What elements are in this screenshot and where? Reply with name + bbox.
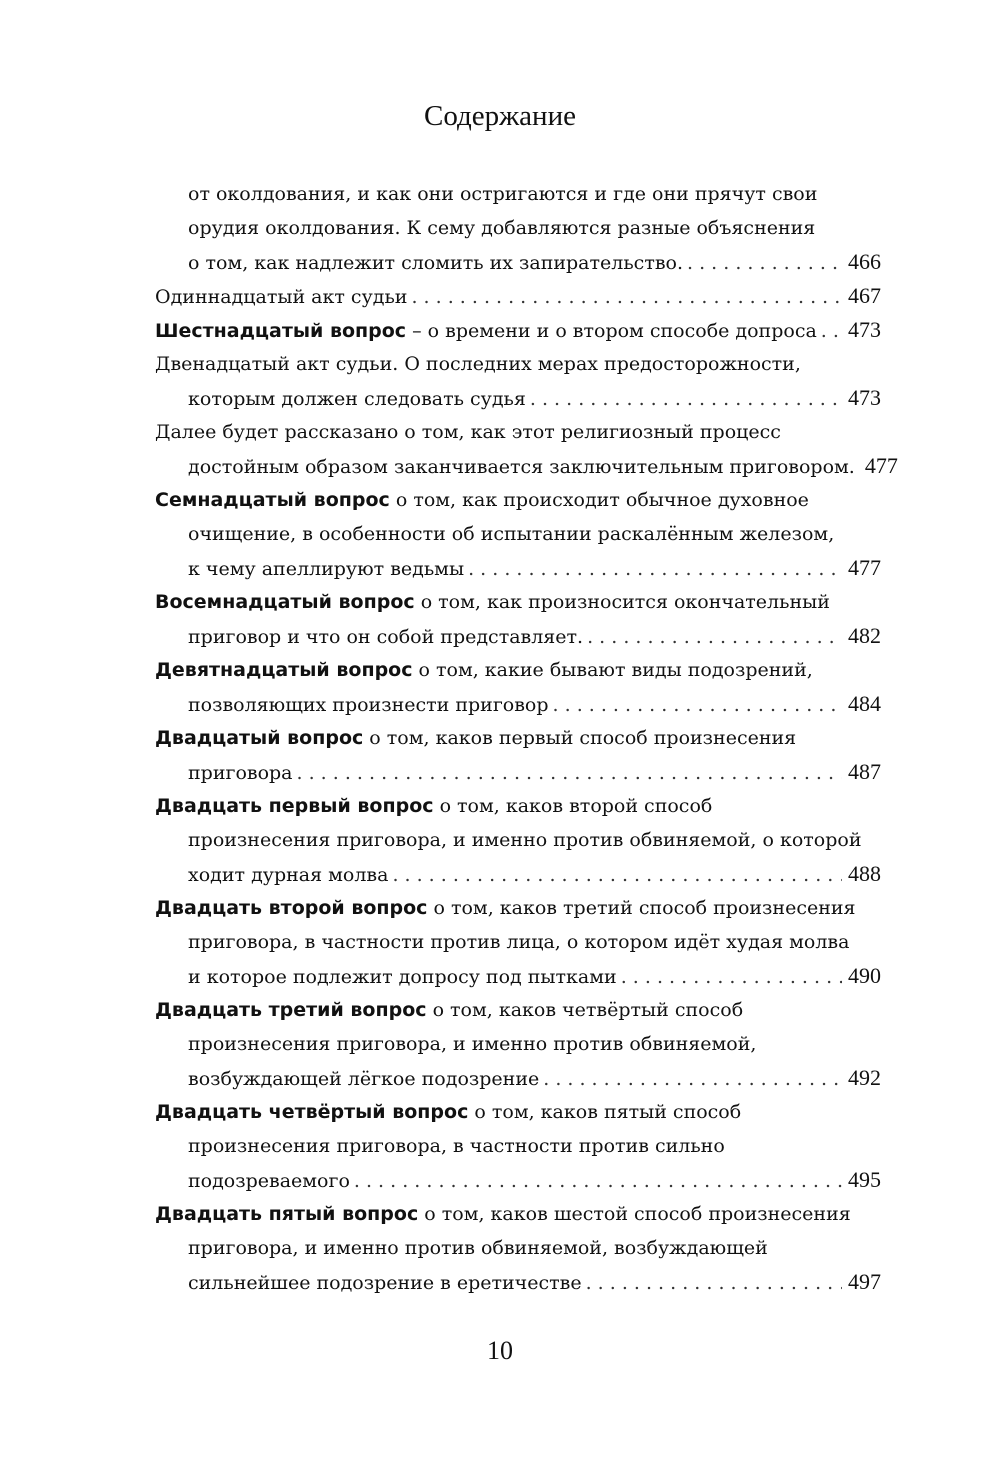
toc-text: от околдования, и как они остригаются и где они прячут свои bbox=[188, 183, 818, 205]
dot-leader bbox=[411, 280, 842, 314]
toc-text: приговора bbox=[188, 762, 293, 784]
question-title: Шестнадцатый вопрос bbox=[155, 320, 407, 342]
dot-leader bbox=[530, 382, 842, 416]
page-title: Содержание bbox=[424, 100, 576, 132]
toc-text: возбуждающей лёгкое подозрение bbox=[188, 1068, 540, 1090]
toc-line bbox=[155, 1129, 881, 1163]
dot-leader bbox=[553, 688, 842, 722]
toc-line bbox=[155, 551, 881, 585]
page-ref: 484 bbox=[848, 691, 881, 716]
toc-text: о том, как происходит обычное духовное bbox=[389, 489, 809, 511]
toc-text: о том, как надлежит сломить их запирательство. bbox=[188, 252, 684, 274]
toc-text: приговор и что он собой представляет. bbox=[188, 626, 584, 648]
toc-line bbox=[155, 993, 881, 1027]
toc-line bbox=[155, 1265, 881, 1299]
toc-line bbox=[155, 823, 881, 857]
toc-line bbox=[155, 755, 881, 789]
toc-text: сильнейшее подозрение в еретичестве bbox=[188, 1272, 582, 1294]
question-title: Двадцать третий вопрос bbox=[155, 999, 427, 1021]
toc-text: которым должен следовать судья bbox=[188, 388, 526, 410]
toc-text: о том, как произносится окончательный bbox=[414, 591, 830, 613]
toc-text: достойным образом заканчивается заключительным приговором. bbox=[188, 456, 855, 478]
toc-text: очищение, в особенности об испытании раскалённым железом, bbox=[188, 523, 835, 545]
question-title: Девятнадцатый вопрос bbox=[155, 659, 413, 681]
toc-line bbox=[155, 1197, 881, 1231]
toc-line bbox=[155, 891, 881, 925]
toc-line bbox=[155, 959, 881, 993]
page-ref: 490 bbox=[848, 963, 881, 988]
toc-line bbox=[155, 245, 881, 279]
dot-leader bbox=[354, 1164, 842, 1198]
toc-line bbox=[155, 1095, 881, 1129]
page-ref: 495 bbox=[848, 1167, 881, 1192]
page-ref: 477 bbox=[864, 453, 898, 478]
toc-line bbox=[155, 381, 881, 415]
dot-leader bbox=[821, 314, 842, 348]
toc-line bbox=[155, 517, 881, 551]
question-title: Двадцать четвёртый вопрос bbox=[155, 1101, 469, 1123]
toc-line bbox=[155, 1061, 881, 1095]
toc-line bbox=[155, 449, 898, 483]
page-ref: 467 bbox=[848, 283, 881, 308]
toc-line bbox=[155, 789, 881, 823]
dot-leader bbox=[468, 552, 842, 586]
toc-text: о том, какие бывают виды подозрений, bbox=[412, 659, 813, 681]
toc-text: Одиннадцатый акт судьи bbox=[155, 286, 408, 308]
toc-line bbox=[155, 483, 881, 517]
question-title: Семнадцатый вопрос bbox=[155, 489, 390, 511]
toc-line bbox=[155, 687, 881, 721]
toc-line bbox=[155, 1163, 881, 1197]
toc-line bbox=[155, 925, 881, 959]
toc-text: – о времени и о втором способе допроса bbox=[406, 320, 817, 342]
dot-leader bbox=[587, 620, 842, 654]
toc-line bbox=[155, 857, 881, 891]
toc-text: о том, каков первый способ произнесения bbox=[363, 727, 797, 749]
toc-text: подозреваемого bbox=[188, 1170, 350, 1192]
page-ref: 482 bbox=[848, 623, 881, 648]
toc-text: и которое подлежит допросу под пытками bbox=[188, 966, 617, 988]
toc-text: произнесения приговора, и именно против обвиняемой, о которой bbox=[188, 829, 862, 851]
toc-text: о том, каков второй способ bbox=[433, 795, 713, 817]
page-ref: 487 bbox=[848, 759, 881, 784]
dot-leader bbox=[586, 1266, 842, 1300]
toc-text: приговора, и именно против обвиняемой, возбуждающей bbox=[188, 1237, 768, 1259]
toc-text: произнесения приговора, в частности против сильно bbox=[188, 1135, 725, 1157]
dot-leader bbox=[543, 1062, 842, 1096]
toc-line bbox=[155, 211, 881, 245]
toc-line bbox=[155, 313, 881, 347]
toc-line bbox=[155, 279, 881, 313]
dot-leader bbox=[392, 858, 842, 892]
toc-text: позволяющих произнести приговор bbox=[188, 694, 549, 716]
page-ref: 473 bbox=[848, 385, 881, 410]
dot-leader bbox=[687, 246, 842, 280]
page-ref: 497 bbox=[848, 1269, 881, 1294]
toc-line bbox=[155, 1231, 881, 1265]
toc-line bbox=[155, 585, 881, 619]
toc-text: произнесения приговора, и именно против обвиняемой, bbox=[188, 1033, 757, 1055]
toc-text: ходит дурная молва bbox=[188, 864, 389, 886]
toc-line bbox=[155, 1027, 881, 1061]
toc-line bbox=[155, 347, 881, 381]
toc-text: Двенадцатый акт судьи. О последних мерах предосторожности, bbox=[155, 353, 801, 375]
toc-text: к чему апеллируют ведьмы bbox=[188, 558, 465, 580]
toc-text: о том, каков пятый способ bbox=[468, 1101, 742, 1123]
table-of-contents bbox=[155, 177, 898, 1299]
toc-text: орудия околдования. К сему добавляются разные объяснения bbox=[188, 217, 816, 239]
question-title: Двадцать второй вопрос bbox=[155, 897, 428, 919]
page-ref: 466 bbox=[848, 249, 881, 274]
toc-text: Далее будет рассказано о том, как этот религиозный процесс bbox=[155, 421, 781, 443]
page-ref: 473 bbox=[848, 317, 881, 342]
question-title: Двадцатый вопрос bbox=[155, 727, 364, 749]
page-number: 10 bbox=[487, 1336, 513, 1365]
toc-text: о том, каков третий способ произнесения bbox=[427, 897, 856, 919]
toc-line bbox=[155, 721, 881, 755]
question-title: Восемнадцатый вопрос bbox=[155, 591, 415, 613]
toc-text: приговора, в частности против лица, о котором идёт худая молва bbox=[188, 931, 850, 953]
toc-text: о том, каков четвёртый способ bbox=[426, 999, 744, 1021]
page-ref: 488 bbox=[848, 861, 881, 886]
page-ref: 477 bbox=[848, 555, 881, 580]
question-title: Двадцать первый вопрос bbox=[155, 795, 434, 817]
question-title: Двадцать пятый вопрос bbox=[155, 1203, 419, 1225]
dot-leader bbox=[621, 960, 842, 994]
toc-line bbox=[155, 619, 881, 653]
dot-leader bbox=[297, 756, 842, 790]
toc-text: о том, каков шестой способ произнесения bbox=[418, 1203, 851, 1225]
toc-line bbox=[155, 415, 881, 449]
page-ref: 492 bbox=[848, 1065, 881, 1090]
toc-line bbox=[155, 177, 881, 211]
toc-line bbox=[155, 653, 881, 687]
